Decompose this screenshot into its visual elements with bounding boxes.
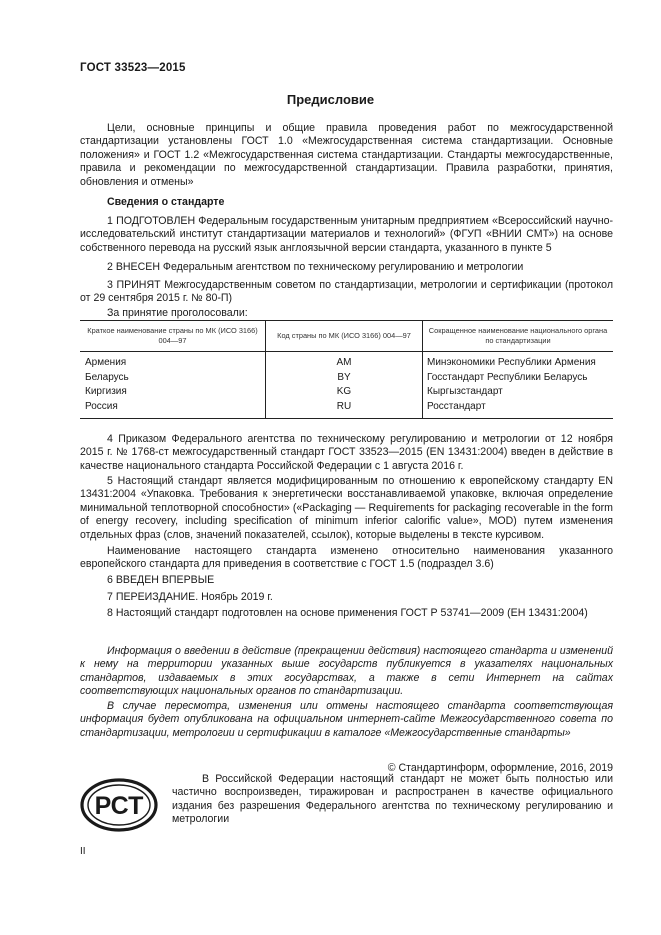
copyright-line: © Стандартинформ, оформление, 2016, 2019 xyxy=(387,762,613,774)
country-name: Киргизия xyxy=(80,385,266,400)
country-name: Беларусь xyxy=(80,371,266,386)
table-row xyxy=(80,400,613,419)
table-row xyxy=(80,385,613,400)
item-5-modified: 5 Настоящий стандарт является модифицированным по отношению к европейскому стандарту EN 13431:2004 «Упаковка. Требования к энергетически восстанавливаемой упаковке, включая определение минимальной теплотворной способности» («Packaging — Requirements for packaging recoverable in the form of energy recovery, including specification of minimum inferior calorific value», MOD) путем изменения отдельных фраз (слов, значений показателей, ссылок), которые выделены в тексте курсивом. xyxy=(80,475,613,541)
country-code: RU xyxy=(266,400,423,419)
item-2-submitted: 2 ВНЕСЕН Федеральным агентством по техническому регулированию и метрологии xyxy=(107,261,524,273)
info-paragraph-revision: В случае пересмотра, изменения или отмены настоящего стандарта соответствующая информация будет опубликована на официальном интернет-сайте Межгосударственного совета по стандартизации, метрологии и сертификации в каталоге «Межгосударственные стандарты» xyxy=(80,700,613,739)
page-number: II xyxy=(80,846,86,857)
item-6-introduced: 6 ВВЕДЕН ВПЕРВЫЕ xyxy=(107,574,215,586)
item-7-reissue: 7 ПЕРЕИЗДАНИЕ. Ноябрь 2019 г. xyxy=(107,591,273,603)
standards-body: Госстандарт Республики Беларусь xyxy=(427,371,588,383)
country-code: KG xyxy=(266,385,423,400)
section-title: Сведения о стандарте xyxy=(107,196,225,208)
reproduction-notice: В Российской Федерации настоящий стандарт не может быть полностью или частично воспроизведен, тиражирован и распространен в качестве официального издания без разрешения Федерального агентства по техническому регулированию и метрологии xyxy=(172,773,613,826)
standards-body: Росстандарт xyxy=(423,400,614,419)
item-8-basis: 8 Настоящий стандарт подготовлен на основе применения ГОСТ Р 53741—2009 (ЕН 13431:2004) xyxy=(107,607,588,619)
standards-body: Кыргызстандарт xyxy=(427,386,503,397)
item-4-enacted: 4 Приказом Федерального агентства по техническому регулированию и метрологии от 12 ноября 2015 г. № 1768-ст межгосударственный стандарт ГОСТ 33523—2015 (EN 13431:2004) введен в действие в качестве национального стандарта Российской Федерации с 1 августа 2016 г. xyxy=(80,433,613,472)
page-title: Предисловие xyxy=(286,92,375,107)
info-paragraph-publication: Информация о введении в действие (прекращении действия) настоящего стандарта и изменений к нему на территории указанных выше государств публикуется в указателях национальных стандартов, издаваемых в этих государствах, а также в сети Интернет на сайтах соответствующих национальных органов по стандартизации. xyxy=(80,645,613,698)
country-name: Армения xyxy=(80,352,266,371)
column-header-country: Краткое наименование страны по МК (ИСО 3166) 004—97 xyxy=(80,321,266,352)
svg-text:РСТ: РСТ xyxy=(94,792,144,820)
country-name: Россия xyxy=(80,400,266,419)
item-3-adopted: 3 ПРИНЯТ Межгосударственным советом по стандартизации, метрологии и сертификации (протокол от 29 сентября 2015 г. № 80-П) xyxy=(80,279,613,305)
country-code: AM xyxy=(266,352,423,371)
table-header-row xyxy=(80,321,613,352)
item-1-prepared: 1 ПОДГОТОВЛЕН Федеральным государственным унитарным предприятием «Всероссийский научно-исследовательский институт стандартизации материалов и технологий» (ФГУП «ВНИИ СМТ») на основе собственного перевода на русский язык англоязычной версии стандарта, указанного в пункте 5 xyxy=(80,215,613,254)
standards-body: Минэкономики Республики Армения xyxy=(427,357,596,368)
intro-paragraph: Цели, основные принципы и общие правила проведения работ по межгосударственной стандартизации установлены ГОСТ 1.0 «Межгосударственная система стандартизации. Основные положения» и ГОСТ 1.2 «Межгосударственная система стандартизации. Стандарты межгосударственные, правила и рекомендации по межгосударственной стандартизации. Правила разработки, принятия, обновления и отмены» xyxy=(80,122,613,188)
table-row xyxy=(80,352,613,371)
table-row xyxy=(80,371,613,386)
item-5-title-change: Наименование настоящего стандарта изменено относительно наименования указанного европейского стандарта для приведения в соответствие с ГОСТ 1.5 (подраздел 3.6) xyxy=(80,545,613,571)
voting-countries-table xyxy=(80,320,613,419)
rst-certification-mark-icon xyxy=(80,778,158,832)
column-header-code: Код страны по МК (ИСО 3166) 004—97 xyxy=(266,321,423,352)
document-code: ГОСТ 33523—2015 xyxy=(80,62,186,74)
vote-label: За принятие проголосовали: xyxy=(107,307,248,319)
column-header-body: Сокращенное наименование национального органа по стандартизации xyxy=(423,321,614,352)
country-code: BY xyxy=(266,371,423,386)
